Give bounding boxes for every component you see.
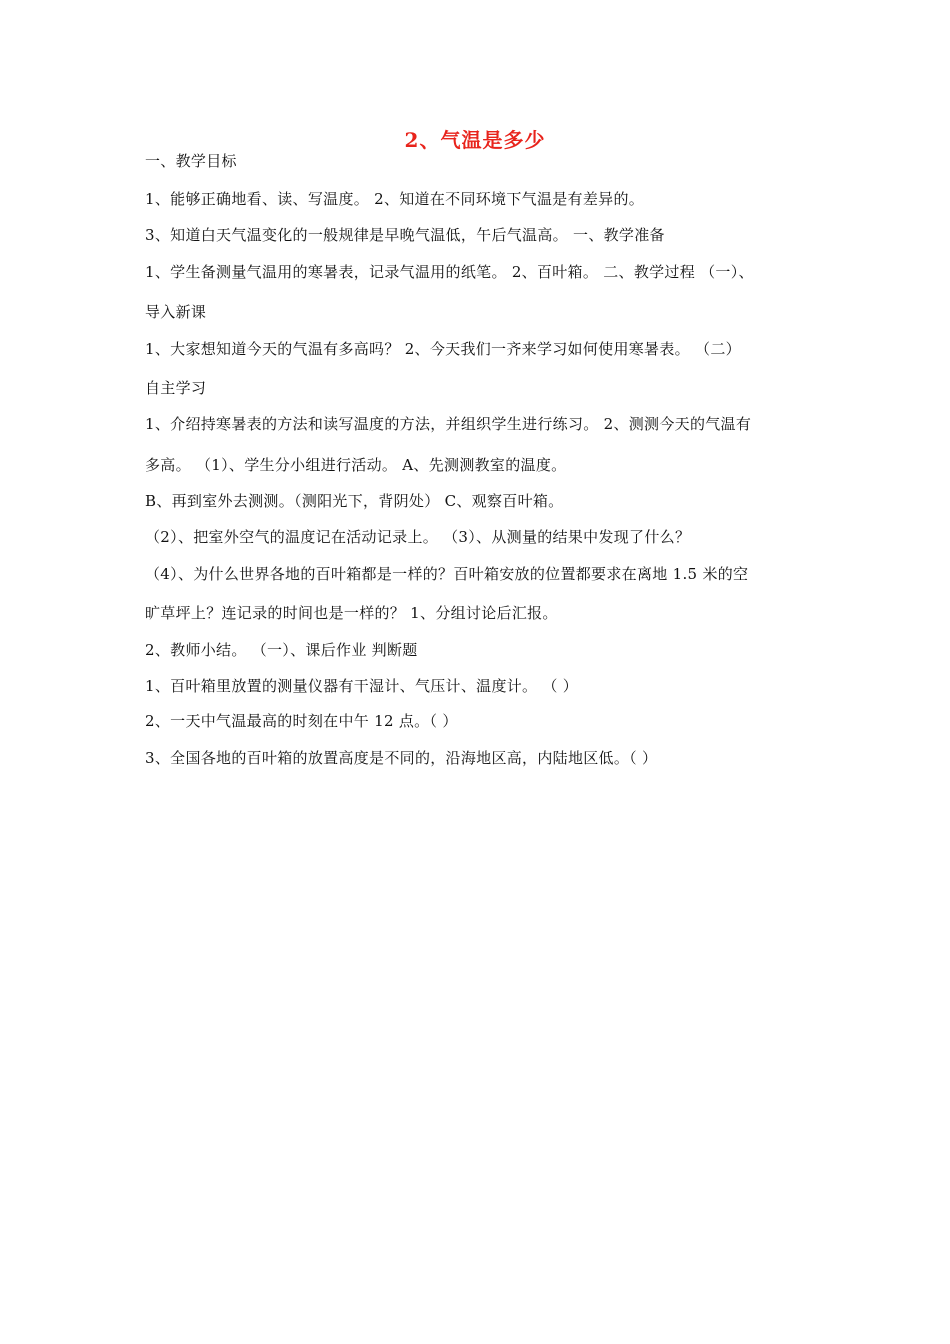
text-line: 1、学生备测量气温用的寒暑表，记录气温用的纸笔。 2、百叶箱。 二、教学过程 （一）、 [145,263,754,281]
text-line: 2、一天中气温最高的时刻在中午 12 点。（ ） [145,712,458,730]
text-line: 1、大家想知道今天的气温有多高吗？ 2、今天我们一齐来学习如何使用寒暑表。 （二） [145,340,741,358]
text-line: 旷草坪上？连记录的时间也是一样的？ 1、分组讨论后汇报。 [145,604,558,622]
text-line: 自主学习 [145,379,207,397]
text-line: B、再到室外去测测。（测阳光下，背阴处） C、观察百叶箱。 [145,492,564,510]
text-line: （4）、为什么世界各地的百叶箱都是一样的？百叶箱安放的位置都要求在离地 1.5 米的空 [145,565,749,583]
text-line: 多高。 （1）、学生分小组进行活动。 A、先测测教室的温度。 [145,456,567,474]
text-line: 3、知道白天气温变化的一般规律是早晚气温低，午后气温高。 一、教学准备 [145,226,665,244]
section-heading-teaching-goals: 一、教学目标 [145,152,237,170]
text-line: （2）、把室外空气的温度记在活动记录上。 （3）、从测量的结果中发现了什么？ [145,528,691,546]
text-line: 2、教师小结。 （一）、课后作业 判断题 [145,641,418,659]
text-line: 1、介绍持寒暑表的方法和读写温度的方法，并组织学生进行练习。 2、测测今天的气温有 [145,415,752,433]
text-line: 1、百叶箱里放置的测量仪器有干湿计、气压计、温度计。 （ ） [145,677,579,695]
document-title: 2、气温是多少 [404,128,546,152]
text-line: 导入新课 [145,303,207,321]
text-line: 3、全国各地的百叶箱的放置高度是不同的，沿海地区高，内陆地区低。（ ） [145,749,658,767]
text-line: 1、能够正确地看、读、写温度。 2、知道在不同环境下气温是有差异的。 [145,190,645,208]
